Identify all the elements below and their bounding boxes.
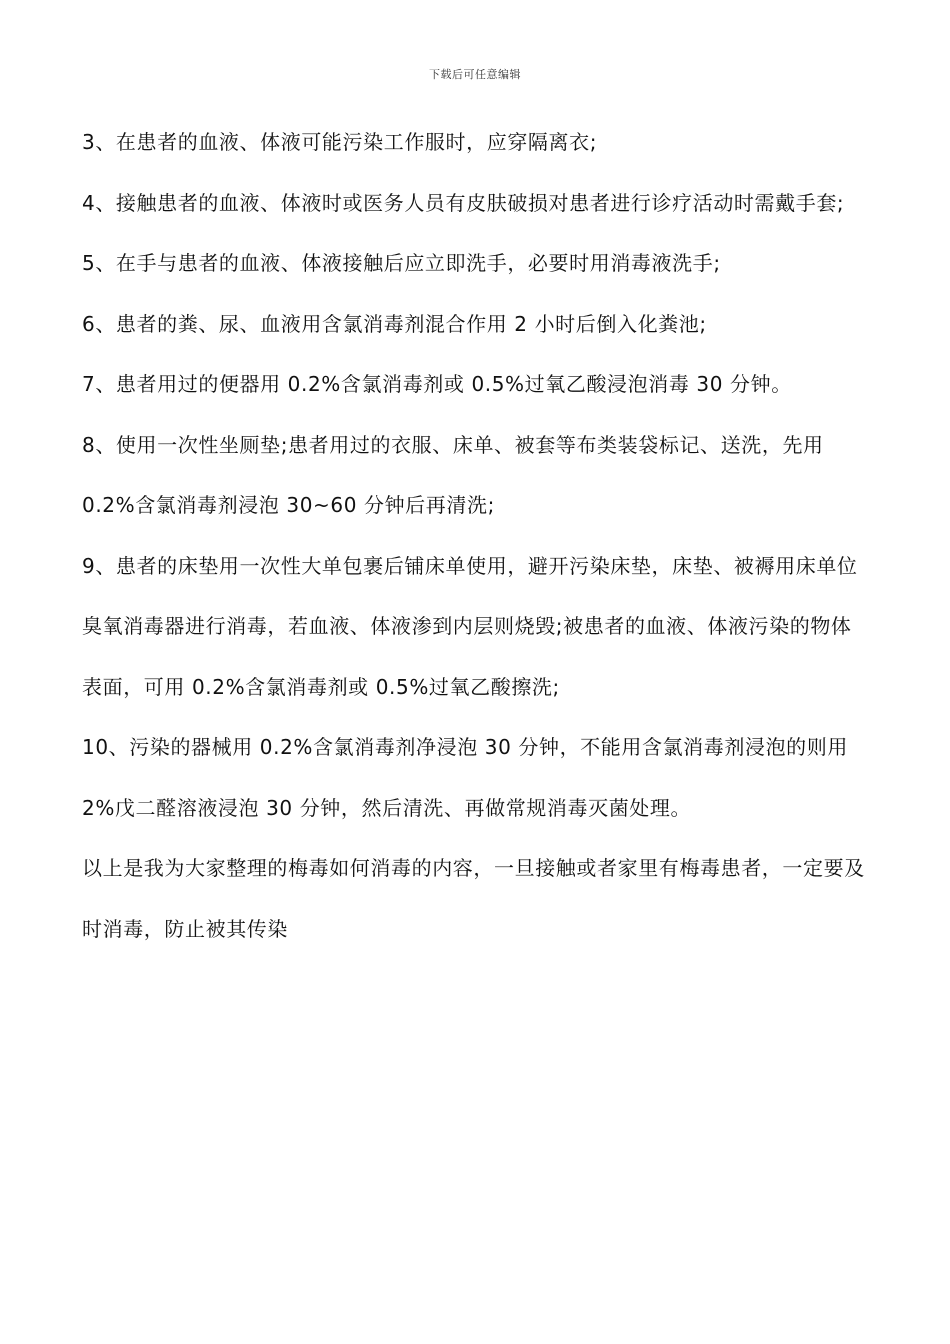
paragraph-item-5: 5、在手与患者的血液、体液接触后应立即洗手，必要时用消毒液洗手; <box>82 251 721 275</box>
paragraph-summary: 以上是我为大家整理的梅毒如何消毒的内容，一旦接触或者家里有梅毒患者，一定要及时消毒，防止被其传染 <box>82 856 865 941</box>
paragraph-item-4: 4、接触患者的血液、体液时或医务人员有皮肤破损对患者进行诊疗活动时需戴手套; <box>82 190 845 215</box>
paragraph-item-6: 6、患者的粪、尿、血液用含氯消毒剂混合作用 2 小时后倒入化粪池; <box>82 311 707 336</box>
page-header: 下载后可任意编辑 <box>429 68 521 81</box>
paragraph-item-3: 3、在患者的血液、体液可能污染工作服时，应穿隔离衣; <box>82 130 598 154</box>
paragraph-item-9: 9、患者的床垫用一次性大单包裹后铺床单使用，避开污染床垫，床垫、被褥用床单位臭氧消毒器进行消毒，若血液、体液渗到内层则烧毁;被患者的血液、体液污染的物体表面，可用 0.2%含氯消毒剂或 0.5%过氧乙酸擦洗; <box>82 553 858 699</box>
paragraph-item-10: 10、污染的器械用 0.2%含氯消毒剂净浸泡 30 分钟，不能用含氯消毒剂浸泡的则用 2%戊二醛溶液浸泡 30 分钟，然后清洗、再做常规消毒灭菌处理。 <box>82 735 848 820</box>
document-body <box>82 112 872 959</box>
paragraph-item-7: 7、患者用过的便器用 0.2%含氯消毒剂或 0.5%过氧乙酸浸泡消毒 30 分钟。 <box>82 372 792 396</box>
paragraph-item-8: 8、使用一次性坐厕垫;患者用过的衣服、床单、被套等布类装袋标记、送洗，先用 0.2%含氯消毒剂浸泡 30~60 分钟后再清洗; <box>82 432 824 517</box>
